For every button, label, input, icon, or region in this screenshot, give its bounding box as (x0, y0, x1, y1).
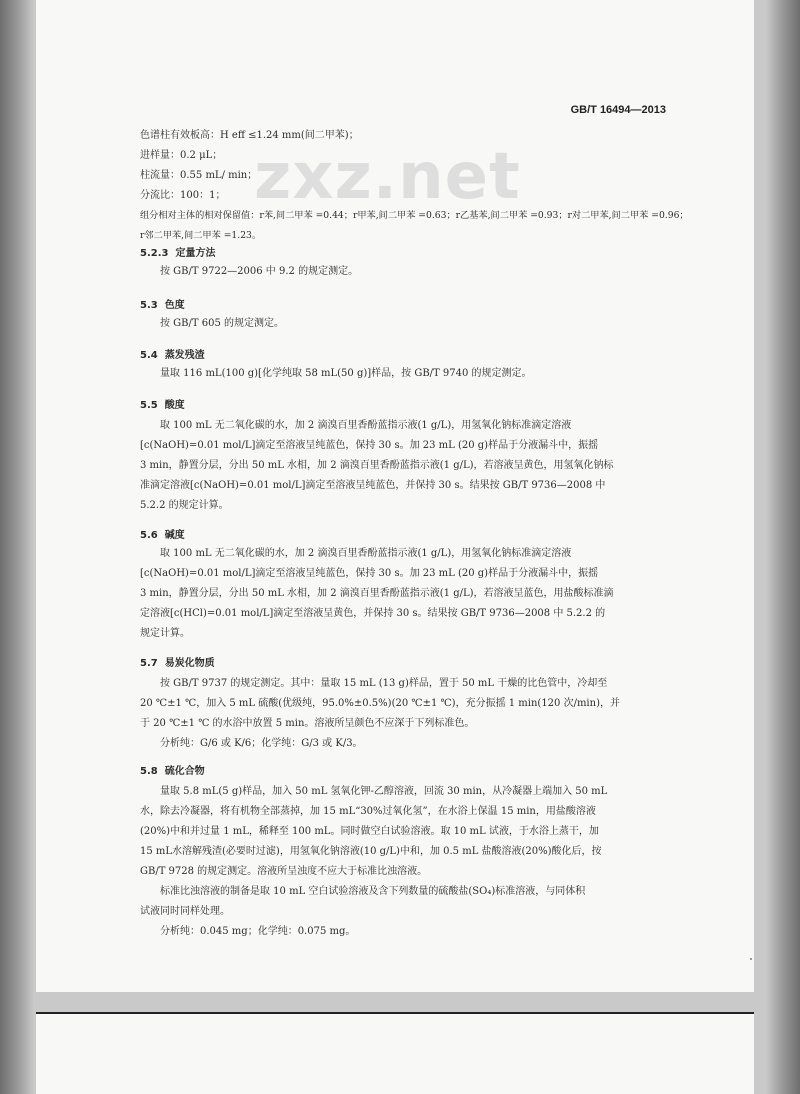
watermark: zxz.net (254, 140, 521, 214)
section-heading-5-6 (140, 526, 185, 541)
section-text: 分析纯：0.045 mg；化学纯：0.075 mg。 (160, 926, 356, 937)
section-text: 取 100 mL 无二氧化碳的水，加 2 滴溴百里香酚蓝指示液(1 g/L)，用氢氧化钠标准滴定溶液 (160, 548, 572, 559)
param-line: 柱流量：0.55 mL/ min； (140, 170, 258, 181)
section-number: 5.5 (140, 400, 158, 411)
section-number: 5.6 (140, 530, 158, 541)
section-text: 量取 116 mL(100 g)[化学纯取 58 mL(50 g)]样品，按 GB/T 9740 的规定测定。 (160, 368, 532, 379)
section-text: 准滴定溶液[c(NaOH)=0.01 mol/L]滴定至溶液呈纯蓝色，并保持 30 s。结果按 GB/T 9736—2008 中 (140, 480, 606, 491)
section-text: 20 ℃±1 ℃，加入 5 mL 硫酸(优级纯，95.0%±0.5%)(20 ℃±1 ℃)，充分振摇 1 min(120 次/min)，并 (140, 698, 620, 709)
section-number: 5.8 (140, 766, 158, 777)
param-line: 分流比：100：1； (140, 190, 226, 201)
section-title: 碱度 (164, 530, 185, 541)
section-text: GB/T 9728 的规定测定。溶液所呈浊度不应大于标准比浊溶液。 (140, 866, 428, 877)
section-text: 3 min，静置分层，分出 50 mL 水相，加 2 滴溴百里香酚蓝指示液(1 g/L)，若溶液呈黄色，用氢氧化钠标 (140, 460, 614, 471)
section-text: 试液同时同样处理。 (140, 906, 230, 917)
section-title: 硫化合物 (164, 766, 205, 777)
param-line: 进样量：0.2 μL； (140, 150, 223, 161)
param-line: 组分相对主体的相对保留值：r苯,间二甲苯 =0.44；r甲苯,间二甲苯 =0.63；r乙基苯,间二甲苯 =0.93；r对二甲苯,间二甲苯 =0.96； (140, 210, 689, 221)
section-text: 按 GB/T 9722—2006 中 9.2 的规定测定。 (160, 266, 359, 277)
param-line: r邻二甲苯,间二甲苯 =1.23。 (140, 230, 262, 241)
section-text: 取 100 mL 无二氧化碳的水，加 2 滴溴百里香酚蓝指示液(1 g/L)，用氢氧化钠标准滴定溶液 (160, 420, 572, 431)
section-number: 5.2.3 (140, 248, 169, 259)
section-text: 规定计算。 (140, 628, 190, 639)
section-text: 水，除去冷凝器，将有机物全部蒸掉，加 15 mL“30%过氧化氢”，在水浴上保温 15 min，用盐酸溶液 (140, 806, 596, 817)
section-text: [c(NaOH)=0.01 mol/L]滴定至溶液呈纯蓝色，保持 30 s。加 23 mL (20 g)样品于分液漏斗中，振摇 (140, 440, 599, 451)
section-heading-5-8 (140, 762, 205, 777)
section-text: 标准比浊溶液的制备是取 10 mL 空白试验溶液及含下列数量的硫酸盐(SO₄)标准溶液，与同体积 (160, 886, 586, 897)
section-text: 3 min，静置分层，分出 50 mL 水相，加 2 滴溴百里香酚蓝指示液(1 g/L)，若溶液呈蓝色，用盐酸标准滴 (140, 588, 614, 599)
section-heading-5-3 (140, 296, 185, 311)
section-text: 按 GB/T 605 的规定测定。 (160, 318, 284, 329)
section-text: 量取 5.8 mL(5 g)样品，加入 50 mL 氢氧化钾-乙醇溶液，回流 30 min，从冷凝器上端加入 50 mL (160, 786, 608, 797)
section-text: [c(NaOH)=0.01 mol/L]滴定至溶液呈纯蓝色，保持 30 s。加 23 mL (20 g)样品于分液漏斗中，振摇 (140, 568, 599, 579)
section-heading-5-2-3 (140, 244, 215, 259)
next-page-top (36, 1012, 754, 1094)
section-heading-5-7 (140, 654, 215, 669)
section-text: 5.2.2 的规定计算。 (140, 500, 229, 511)
section-heading-5-4 (140, 346, 205, 361)
standard-number-header: GB/T 16494—2013 (570, 104, 666, 116)
section-title: 酸度 (164, 400, 185, 411)
section-number: 5.4 (140, 350, 158, 361)
section-heading-5-5 (140, 396, 185, 411)
section-text: 按 GB/T 9737 的规定测定。其中：量取 15 mL (13 g)样品，置于 50 mL 干燥的比色管中，冷却至 (160, 678, 608, 689)
section-title: 色度 (164, 300, 185, 311)
section-number: 5.3 (140, 300, 158, 311)
speck (750, 958, 752, 960)
section-text: 15 mL水溶解残渣(必要时过滤)，用氢氧化钠溶液(10 g/L)中和，加 0.5 mL 盐酸溶液(20%)酸化后，按 (140, 846, 602, 857)
document-page (36, 0, 754, 992)
section-text: 分析纯：G/6 或 K/6；化学纯：G/3 或 K/3。 (160, 738, 363, 749)
section-number: 5.7 (140, 658, 158, 669)
param-line: 色谱柱有效板高：H eff ≤1.24 mm(间二甲苯)； (140, 130, 359, 141)
section-title: 易炭化物质 (164, 658, 215, 669)
section-title: 定量方法 (175, 248, 216, 259)
section-text: 定溶液[c(HCl)=0.01 mol/L]滴定至溶液呈黄色，并保持 30 s。结果按 GB/T 9736—2008 中 5.2.2 的 (140, 608, 606, 619)
section-text: 于 20 ℃±1 ℃ 的水浴中放置 5 min。溶液所呈颜色不应深于下列标准色。 (140, 718, 475, 729)
section-text: (20%)中和并过量 1 mL，稀释至 100 mL。同时做空白试验溶液。取 10 mL 试液，于水浴上蒸干，加 (140, 826, 599, 837)
section-title: 蒸发残渣 (164, 350, 205, 361)
